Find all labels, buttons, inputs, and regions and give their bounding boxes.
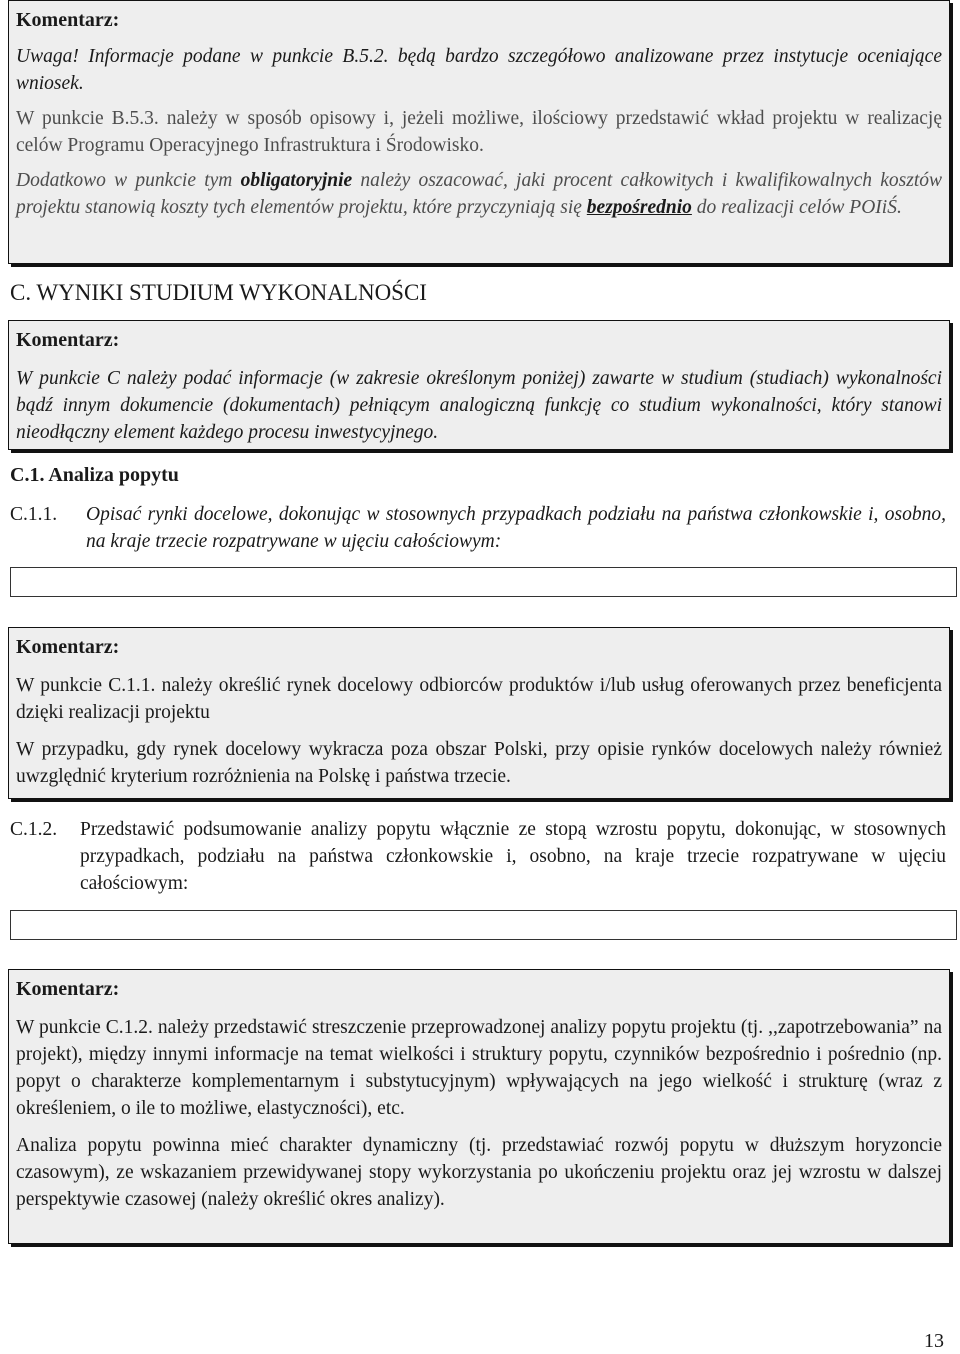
item-text: Opisać rynki docelowe, dokonując w stosownych przypadkach podziału na państwa członkowskie i, osobno, na kraje trzecie rozpatrywane w ujęciu całościowym:	[86, 504, 946, 552]
obligatory-paragraph: Dodatkowo w punkcie tym obligatoryjnie należy oszacować, jaki procent całkowitych i kwalifikowalnych kosztów projektu stanowią koszty tych elementów projektu, które przyczyniają się bezpośrednio do realizacji celów POIiŚ.	[16, 170, 942, 218]
item-number: C.1.1.	[10, 504, 58, 525]
item-c12	[10, 816, 946, 897]
answer-field-c12[interactable]	[10, 910, 957, 940]
comment-label: Komentarz:	[16, 329, 120, 351]
page-number: 13	[924, 1330, 944, 1352]
comment-label: Komentarz:	[16, 978, 120, 1000]
comment-box-c11	[8, 627, 950, 799]
item-number: C.1.2.	[10, 819, 58, 840]
item-text: Przedstawić podsumowanie analizy popytu włącznie ze stopą wzrostu popytu, dokonując, w stosownych przypadkach, podziału na państwa członkowskie i, osobno, na kraje trzecie rozpatrywane w ujęciu całościowym:	[80, 819, 946, 894]
c12-dynamic-paragraph: Analiza popytu powinna mieć charakter dynamiczny (tj. przedstawiać rozwój popytu w dłuższym horyzoncie czasowym), ze wskazaniem przewidywanej stopy wykorzystania po ukończeniu projektu oraz jej wzrostu w dalszej perspektywie czasowej (należy określić okres analizy).	[16, 1135, 942, 1210]
c12-comment-paragraph: W punkcie C.1.2. należy przedstawić streszczenie przeprowadzonej analizy popytu projektu (tj. ,,zapotrzebowania” na projekt), między innymi informacje na temat wielkości i struktury popytu, czynników bezpośrednio i pośrednio (np. popyt o charakterze komplementarnym i substytucyjnym) wpływających na jego wielkość i strukturę (wraz z określeniem, o ile to możliwe, elastyczności), etc.	[16, 1017, 942, 1119]
b53-paragraph: W punkcie B.5.3. należy w sposób opisowy i, jeżeli możliwe, ilościowy przedstawić wkład projektu w realizację celów Programu Operacyjnego Infrastruktura i Środowisko.	[16, 108, 942, 156]
comment-box-b53	[8, 0, 950, 264]
direct-emphasis: bezpośrednio	[586, 197, 692, 218]
section-c-comment: W punkcie C należy podać informacje (w zakresie określonym poniżej) zawarte w studium (studiach) wykonalności bądź innym dokumencie (dokumentach) pełniącym analogiczną funkcję co studium wykonalności, który stanowi nieodłączny element każdego procesu inwestycyjnego.	[16, 368, 942, 443]
comment-label: Komentarz:	[16, 9, 120, 31]
c11-foreign-paragraph: W przypadku, gdy rynek docelowy wykracza poza obszar Polski, przy opisie rynków docelowych należy również uwzględnić kryterium rozróżnienia na Polskę i państwa trzecie.	[16, 739, 942, 787]
answer-field-c11[interactable]	[10, 567, 957, 597]
comment-box-c	[8, 320, 950, 450]
obligatory-emphasis: obligatoryjnie	[240, 170, 353, 191]
c11-comment-paragraph: W punkcie C.1.1. należy określić rynek docelowy odbiorców produktów i/lub usług oferowanych przez beneficjenta dzięki realizacji projektu	[16, 675, 942, 723]
item-c11	[10, 501, 946, 555]
section-c-heading: C. WYNIKI STUDIUM WYKONALNOŚCI	[10, 280, 427, 305]
comment-box-c12	[8, 969, 950, 1244]
warning-paragraph: Uwaga! Informacje podane w punkcie B.5.2. będą bardzo szczegółowo analizowane przez instytucje oceniające wniosek.	[16, 46, 942, 94]
comment-label: Komentarz:	[16, 636, 120, 658]
section-c1-heading: C.1. Analiza popytu	[10, 464, 179, 486]
